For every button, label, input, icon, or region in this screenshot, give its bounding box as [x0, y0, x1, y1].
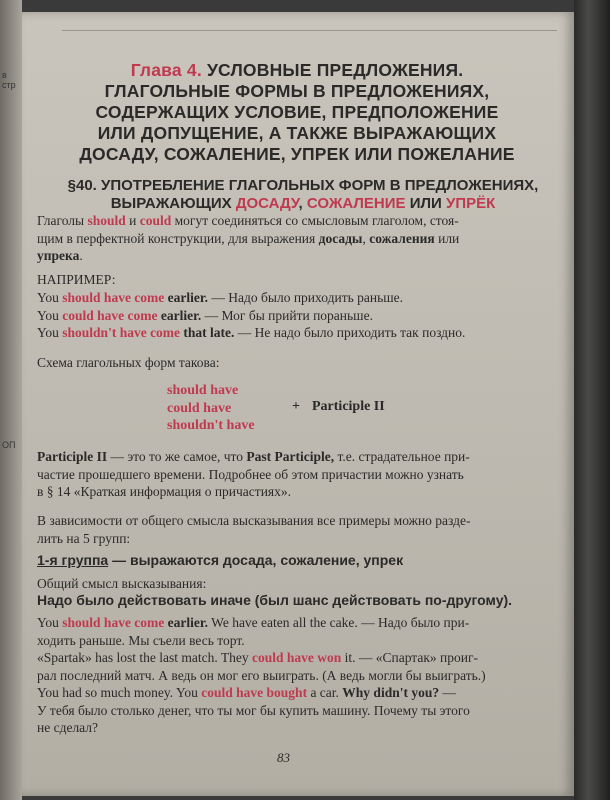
text: т.е. страдательное при- [334, 449, 470, 464]
text: щим в перфектной конструкции, для выражения [37, 230, 319, 246]
adjacent-page-edge [0, 0, 22, 800]
keyword-annoyance: ДОСАДУ [235, 195, 299, 212]
chapter-title-line: УСЛОВНЫЕ ПРЕДЛОЖЕНИЯ. [201, 60, 464, 80]
highlighted-form: shouldn't have come [62, 325, 181, 340]
participle-label: Participle II [312, 399, 385, 414]
section-title-text: , [298, 195, 307, 212]
book-page [22, 12, 574, 796]
text: Глаголы [37, 213, 88, 228]
bold-text: earlier. [164, 615, 209, 630]
groups-paragraph [37, 512, 542, 547]
highlighted-form: should have come [62, 615, 165, 630]
group-examples [37, 614, 542, 737]
text: — это то же самое, что [107, 449, 247, 464]
example-line [37, 649, 542, 667]
chapter-heading [62, 60, 532, 165]
chapter-title-line: ГЛАГОЛЬНЫЕ ФОРМЫ В ПРЕДЛОЖЕНИЯХ, [104, 81, 490, 101]
page-number: 83 [277, 750, 290, 765]
highlighted-form: could have come [62, 307, 158, 323]
bold-term: Participle II [37, 449, 108, 464]
text: You had so much money. You [37, 685, 202, 700]
schema-form: shouldn't have [167, 418, 255, 433]
text: «Spartak» has lost the last match. They [37, 650, 252, 665]
book-binding [574, 0, 610, 800]
keyword-reproach: УПРЁК [445, 195, 496, 212]
text: You [37, 290, 63, 305]
schema-form: should have [167, 383, 239, 398]
keyword-regret: СОЖАЛЕНИЕ [306, 195, 406, 212]
example-line: ходить раньше. Мы съели весь торт. [37, 632, 245, 648]
highlighted-form: could have bought [201, 685, 308, 700]
text: a car. [307, 685, 343, 700]
bold-text: earlier. [164, 290, 209, 305]
group-heading [37, 552, 403, 568]
schema-label: Схема глагольных форм такова: [37, 355, 220, 370]
text-line: лить на 5 групп: [37, 530, 131, 546]
bold-text: earlier. [157, 307, 202, 323]
bold-term: сожаления [369, 230, 435, 246]
text: могут соединяться со смысловым глаголом, стоя- [171, 213, 459, 228]
translation: — Не надо было приходить так поздно. [234, 325, 466, 340]
meaning-statement: Надо было действовать иначе (был шанс действовать по-другому). [37, 592, 513, 608]
bold-term: Past Participle, [246, 449, 335, 464]
text: . [79, 248, 83, 263]
meaning-label: Общий смысл высказывания: [37, 576, 207, 591]
example-label: НАПРИМЕР: [37, 272, 116, 287]
text-line: частие прошедшего времени. Подробнее об этом причастии можно узнать [37, 466, 464, 482]
example-line [37, 684, 542, 702]
bold-text: that late. [180, 325, 235, 340]
example-line: рал последний матч. А ведь он мог его выиграть. (А ведь могли бы выиграть.) [37, 667, 486, 683]
highlighted-form: should have come [62, 290, 165, 305]
text: it. — «Спартак» проиг- [341, 650, 479, 665]
page-top-rule [62, 30, 557, 31]
translation: — Мог бы прийти пораньше. [201, 307, 373, 323]
example-line [37, 307, 542, 325]
section-title-line: §40. УПОТРЕБЛЕНИЕ ГЛАГОЛЬНЫХ ФОРМ В ПРЕДЛОЖЕНИЯХ, [67, 177, 539, 194]
schema-forms [167, 382, 255, 435]
edge-mark: ОП [2, 440, 16, 450]
section-heading [58, 177, 548, 213]
text: и [125, 213, 140, 228]
translation: — Надо было приходить раньше. [208, 290, 404, 305]
bold-term: упрека [37, 248, 80, 263]
highlighted-form: could have won [251, 650, 342, 665]
plus-sign: + [292, 399, 300, 414]
chapter-number: Глава 4. [130, 60, 202, 80]
participle-paragraph [37, 448, 542, 501]
example-line [37, 614, 542, 632]
example-line: не сделал? [37, 720, 99, 735]
keyword-could: could [139, 213, 172, 228]
chapter-title-line: СОДЕРЖАЩИХ УСЛОВИЕ, ПРЕДПОЛОЖЕНИЕ [95, 102, 499, 122]
bold-term: досады [318, 230, 363, 246]
chapter-title-line: ДОСАДУ, СОЖАЛЕНИЕ, УПРЕК ИЛИ ПОЖЕЛАНИЕ [79, 144, 515, 164]
keyword-should: should [87, 213, 126, 228]
example-line: У тебя было столько денег, что ты мог бы купить машину. Почему ты этого [37, 702, 470, 718]
intro-paragraph [37, 212, 542, 265]
examples-block [37, 289, 542, 342]
edge-mark: в стр [2, 70, 16, 90]
text: You [37, 325, 63, 340]
group-number: 1-я группа [37, 552, 109, 568]
bold-text: Why didn't you? [342, 685, 440, 700]
chapter-title-line: ИЛИ ДОПУЩЕНИЕ, А ТАКЖЕ ВЫРАЖАЮЩИХ [97, 123, 497, 143]
example-line [37, 324, 542, 342]
text: You [37, 615, 63, 630]
group-title: — выражаются досада, сожаление, упрек [108, 552, 404, 568]
section-title-text: ВЫРАЖАЮЩИХ [110, 195, 236, 212]
text: , [362, 230, 370, 246]
text: или [434, 230, 460, 246]
schema-form: could have [167, 400, 232, 416]
text: You [37, 307, 63, 323]
text-line: В зависимости от общего смысла высказывания все примеры можно разде- [37, 513, 471, 528]
text: — [439, 685, 456, 700]
text-line: в § 14 «Краткая информация о причастиях». [37, 484, 292, 499]
example-line [37, 289, 542, 307]
section-title-text: ИЛИ [405, 195, 446, 212]
text: We have eaten all the cake. — Надо было при- [208, 615, 470, 630]
